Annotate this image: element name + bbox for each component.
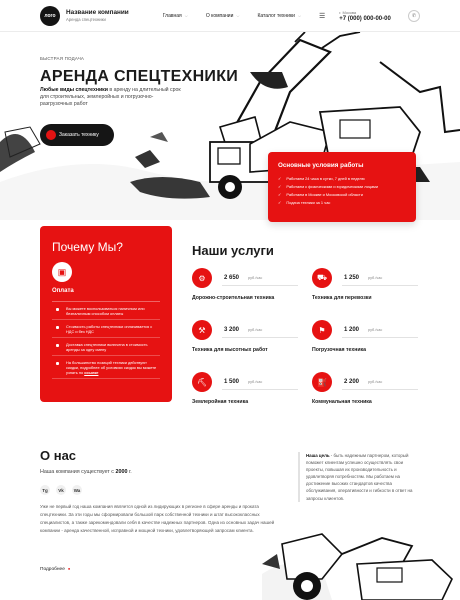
nav-item-home[interactable]: Главная ⌵ xyxy=(162,12,188,19)
site-header xyxy=(0,0,460,32)
conditions-card xyxy=(268,152,416,222)
utility-truck-icon: ⛽ xyxy=(312,372,332,392)
divider xyxy=(222,337,298,338)
divider xyxy=(342,389,418,390)
brand[interactable] xyxy=(66,9,129,22)
hero-description: Любые виды спецтехники в аренду на длительный срок для строительных, землеройных и погрузочно-разгрузочных работ xyxy=(40,87,181,107)
order-button-label: Заказать технику xyxy=(59,132,99,138)
list-item: Стоимость работы спецтехники оплачивается с НДС и без НДС xyxy=(52,320,160,338)
service-name: Техника для перевозки xyxy=(312,295,372,301)
nav-item-about[interactable]: О компании ⌵ xyxy=(205,12,240,19)
list-item: ✓ Подача техники за 1 час xyxy=(278,199,331,205)
service-price: 2 200 xyxy=(344,379,360,385)
service-price: 1 500 xyxy=(224,379,240,385)
service-name: Коммунальная техника xyxy=(312,399,372,405)
service-price: 3 200 xyxy=(224,327,240,333)
conditions-list xyxy=(278,175,406,207)
service-card-transport[interactable] xyxy=(312,268,430,312)
main-nav xyxy=(163,13,301,19)
discount-link[interactable]: ссылке xyxy=(84,370,99,375)
check-icon: ✓ xyxy=(278,183,282,189)
crane-icon: ⚒ xyxy=(192,320,212,340)
service-card-highrise[interactable] xyxy=(192,320,310,364)
payment-title: Оплата xyxy=(52,288,74,294)
service-currency: руб./час xyxy=(368,328,383,332)
check-icon: ✓ xyxy=(278,176,282,181)
service-currency: руб./час xyxy=(248,380,263,384)
phone-number[interactable]: +7 (000) 000-00-00 xyxy=(339,15,391,22)
city-label[interactable]: г. Москва xyxy=(339,9,357,15)
list-item: ✓ Работаем 24 часа в сутки, 7 дней в неделю xyxy=(278,176,365,181)
more-link[interactable]: Подробнее ● xyxy=(40,566,71,572)
company-subtitle: Аренда спецтехники xyxy=(66,17,106,22)
service-card-loading[interactable] xyxy=(312,320,430,364)
phone-icon[interactable]: ✆ xyxy=(408,10,420,22)
hero-title: АРЕНДА СПЕЦТЕХНИКИ xyxy=(40,68,239,85)
forklift-icon: ⚑ xyxy=(312,320,332,340)
excavator-icon: ⛏ xyxy=(192,372,212,392)
divider xyxy=(222,389,298,390)
service-price: 1 250 xyxy=(344,275,360,281)
service-card-road[interactable] xyxy=(192,268,310,312)
check-icon: ✓ xyxy=(278,191,282,197)
service-name: Техника для высотных работ xyxy=(192,347,268,353)
payment-list xyxy=(52,301,160,379)
menu-icon[interactable]: ☰ xyxy=(319,12,326,20)
telegram-icon[interactable]: Tg xyxy=(40,485,50,495)
wallet-icon: ▣ xyxy=(52,262,72,282)
service-card-utility[interactable] xyxy=(312,372,430,416)
road-roller-icon: ⚙ xyxy=(192,268,212,288)
service-price: 1 200 xyxy=(344,327,360,333)
cta-dot-icon xyxy=(46,130,56,140)
check-icon: ✓ xyxy=(278,199,282,205)
list-item: Доставка спецтехники включена в стоимость аренды за одну смену xyxy=(52,338,160,356)
truck-icon: ⛟ xyxy=(312,268,332,288)
why-us-card xyxy=(40,226,172,402)
about-text: Уже не первый год наша компания является одной из лидирующих в регионе в сфере аренды и проката спецтехники. За эти годы мы сформировали большой парк собственной техники и штат высококлассных специалистов, а также зарекомендовали себя в качестве надежных партнеров. Одна из основных задач нашей компании - аренда качественной, исправной и мощной техники, удовлетворяющей запросам клиента. xyxy=(40,504,275,533)
since-text: Наша компания существует с 2000 г. xyxy=(40,469,132,475)
about-title: О нас xyxy=(40,448,77,463)
divider xyxy=(222,285,298,286)
list-item: На большинство позиций техники действуют скидки, подробнее об условиях скидок вы можете узнать по ссылке xyxy=(52,356,160,379)
chevron-down-icon: ⌵ xyxy=(297,12,301,18)
contact-block xyxy=(339,10,391,22)
logo[interactable]: лого xyxy=(40,6,60,26)
divider xyxy=(342,285,418,286)
company-name: Название компании xyxy=(66,9,129,16)
order-button[interactable] xyxy=(40,124,114,146)
service-price: 2 650 xyxy=(224,275,240,281)
social-links xyxy=(40,485,82,495)
divider xyxy=(342,337,418,338)
chevron-down-icon: ⌵ xyxy=(184,12,188,18)
dot-icon: ● xyxy=(67,566,71,571)
nav-item-catalog[interactable]: Каталог техники ⌵ xyxy=(257,12,301,19)
service-currency: руб./час xyxy=(248,328,263,332)
service-currency: руб./час xyxy=(368,276,383,280)
whatsapp-icon[interactable]: Wa xyxy=(72,485,82,495)
goal-text: Наша цель - быть надежным партнером, который поможет клиентам успешно осуществлять свои проекты, повышая их производительность и удовлетворяя потребностям. Мы работаем на достижение высоких стандартов качества обслуживания, оперативности и гибкости в ответ на запросы клиентов. xyxy=(298,452,416,502)
loader-illustration xyxy=(262,524,460,600)
service-name: Землеройная техника xyxy=(192,399,249,405)
conditions-title: Основные условия работы xyxy=(278,162,364,169)
chevron-down-icon: ⌵ xyxy=(236,12,240,18)
service-name: Погрузочная техника xyxy=(312,347,367,353)
hero-kicker: БЫСТРАЯ ПОДАЧА xyxy=(40,56,85,61)
service-currency: руб./час xyxy=(368,380,383,384)
why-title: Почему Мы? xyxy=(52,240,123,254)
vk-icon[interactable]: Vk xyxy=(56,485,66,495)
list-item: Вы можете воспользоваться наличным или безналичным способом оплаты xyxy=(52,302,160,320)
list-item: ✓ Работаем в Москве и Московской области xyxy=(278,191,363,197)
service-currency: руб./час xyxy=(248,276,263,280)
services-title: Наши услуги xyxy=(192,243,274,258)
list-item: ✓ Работаем с физическими и юридическими лицами xyxy=(278,183,378,189)
service-card-earthmoving[interactable] xyxy=(192,372,310,416)
service-name: Дорожно-строительная техника xyxy=(192,295,275,301)
